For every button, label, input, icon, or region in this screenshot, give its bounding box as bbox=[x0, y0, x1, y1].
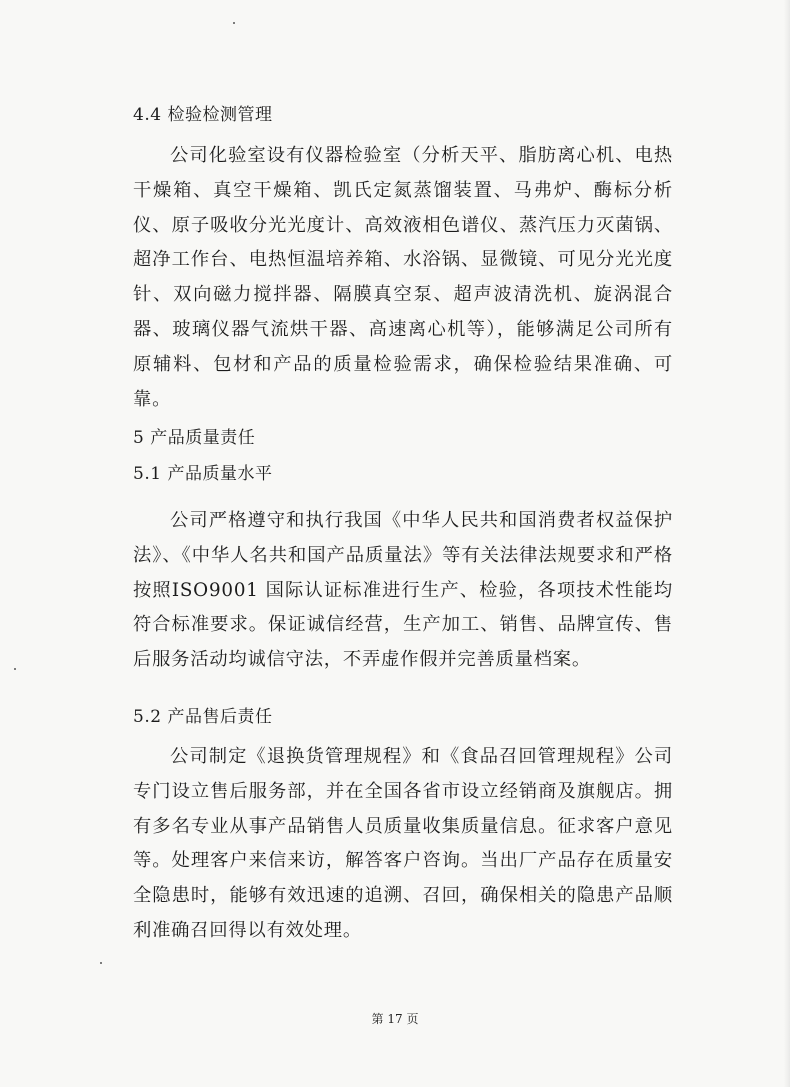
section-5-1-heading: 5.1 产品质量水平 bbox=[133, 464, 273, 484]
section-4-4-paragraph: 公司化验室设有仪器检验室（分析天平、脂肪离心机、电热干燥箱、真空干燥箱、凯氏定氮蒸馏装置、马弗炉、酶标分析仪、原子吸收分光光度计、高效液相色谱仪、蒸汽压力灭菌锅、超净工作台、电热恒温培养箱、水浴锅、显微镜、可见分光光度针、双向磁力搅拌器、隔膜真空泵、超声波清洗机、旋涡混合器、玻璃仪器气流烘干器、高速离心机等），能够满足公司所有原辅料、包材和产品的质量检验需求，确保检验结果准确、可靠。 bbox=[133, 145, 673, 410]
section-5-2-paragraph: 公司制定《退换货管理规程》和《食品召回管理规程》公司专门设立售后服务部，并在全国各省市设立经销商及旗舰店。拥有多名专业从事产品销售人员质量收集质量信息。征求客户意见等。处理客户来信来访，解答客户咨询。当出厂产品存在质量安全隐患时，能够有效迅速的追溯、召回，确保相关的隐患产品顺利准确召回得以有效处理。 bbox=[133, 746, 673, 941]
section-5-1-paragraph: 公司严格遵守和执行我国《中华人民共和国消费者权益保护法》、《中华人名共和国产品质量法》等有关法律法规要求和严格按照ISO9001 国际认证标准进行生产、检验，各项技术性能均符合标准要求。保证诚信经营，生产加工、销售、品牌宣传、售后服务活动均诚信守法，不弄虚作假并完善质量档案。 bbox=[133, 510, 673, 671]
scan-speck bbox=[14, 668, 16, 670]
section-5-2-heading: 5.2 产品售后责任 bbox=[133, 707, 273, 727]
scan-speck bbox=[233, 22, 235, 24]
section-4-4-heading: 4.4 检验检测管理 bbox=[133, 105, 273, 125]
scan-edge-shadow bbox=[784, 0, 790, 1087]
scan-speck bbox=[100, 962, 102, 964]
page-number-footer: 第 17 页 bbox=[371, 1012, 419, 1026]
section-5-heading: 5 产品质量责任 bbox=[133, 428, 256, 448]
